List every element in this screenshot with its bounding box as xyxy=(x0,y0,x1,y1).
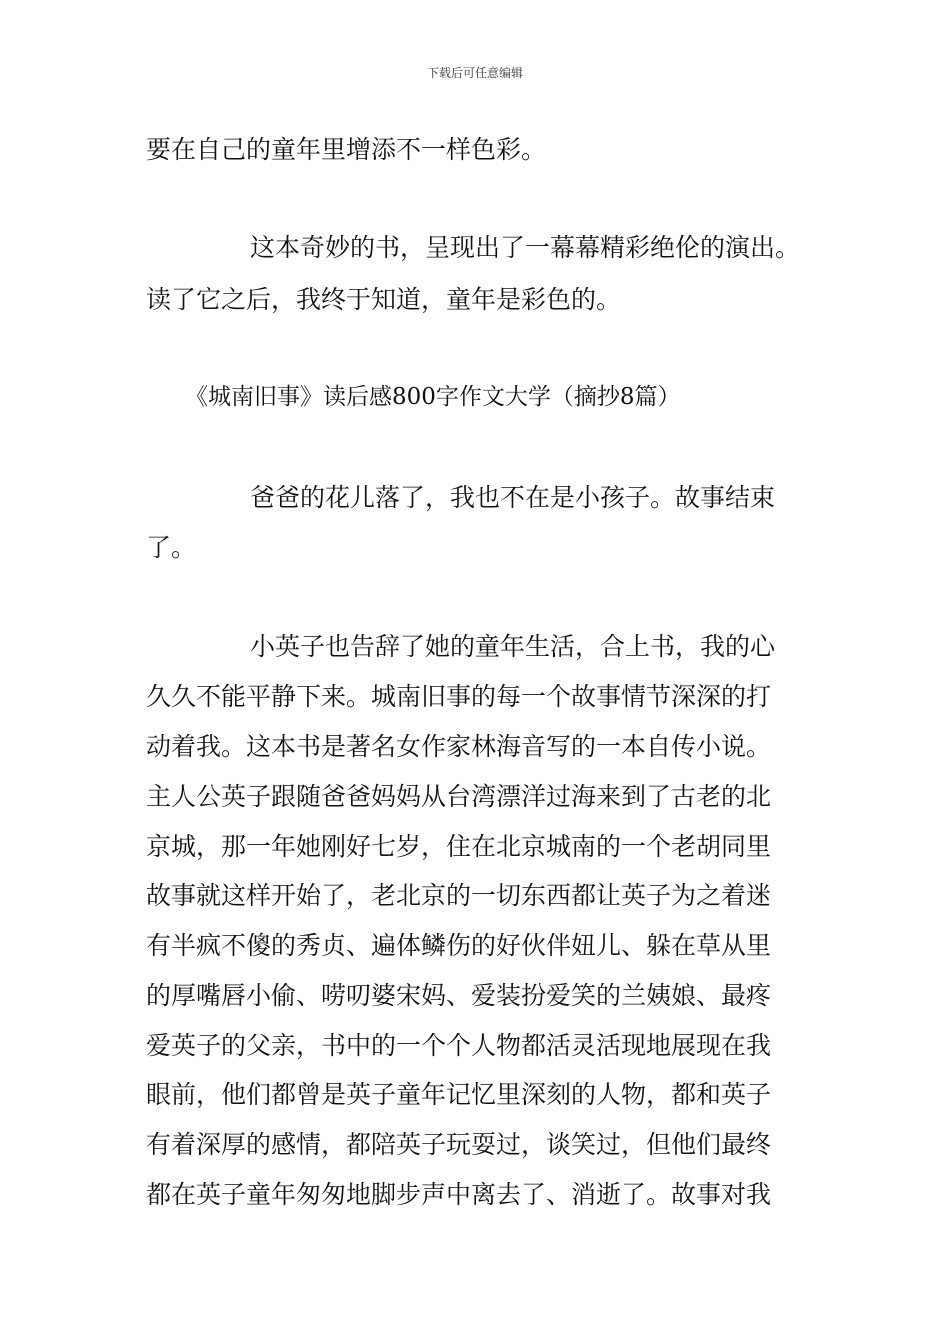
paragraph-line: 要在自己的童年里增添不一样色彩。 xyxy=(146,135,547,164)
paragraph-line: 动着我。这本书是著名女作家林海音写的一本自传小说。 xyxy=(146,732,772,761)
paragraph-line: 都在英子童年匆匆地脚步声中离去了、消逝了。故事对我 xyxy=(146,1180,772,1209)
paragraph-line: 眼前，他们都曾是英子童年记忆里深刻的人物，都和英子 xyxy=(146,1080,772,1109)
paragraph-line: 主人公英子跟随爸爸妈妈从台湾漂洋过海来到了古老的北 xyxy=(146,782,772,811)
paragraph-line: 小英子也告辞了她的童年生活，合上书，我的心 xyxy=(250,632,776,661)
paragraph-line: 的厚嘴唇小偷、唠叨婆宋妈、爱装扮爱笑的兰姨娘、最疼 xyxy=(146,981,772,1010)
paragraph-line: 了。 xyxy=(146,533,197,562)
page-header: 下载后可任意编辑 xyxy=(426,66,523,80)
paragraph-line: 爱英子的父亲，书中的一个个人物都活灵活现地展现在我 xyxy=(146,1031,772,1060)
paragraph-line: 爸爸的花儿落了，我也不在是小孩子。故事结束 xyxy=(250,483,776,512)
essay-title: 《城南旧事》读后感800字作文大学（摘抄8篇） xyxy=(185,384,681,410)
paragraph-line: 京城，那一年她刚好七岁，住在北京城南的一个老胡同里 xyxy=(146,832,772,861)
paragraph-line: 这本奇妙的书，呈现出了一幕幕精彩绝伦的演出。 xyxy=(250,233,801,262)
paragraph-line: 有半疯不傻的秀贞、遍体鳞伤的好伙伴妞儿、躲在草从里 xyxy=(146,931,772,960)
paragraph-line: 故事就这样开始了，老北京的一切东西都让英子为之着迷 xyxy=(146,881,772,910)
paragraph-line: 有着深厚的感情，都陪英子玩耍过，谈笑过，但他们最终 xyxy=(146,1130,772,1159)
paragraph-line: 读了它之后，我终于知道，童年是彩色的。 xyxy=(146,285,622,314)
paragraph-line: 久久不能平静下来。城南旧事的每一个故事情节深深的打 xyxy=(146,682,772,711)
